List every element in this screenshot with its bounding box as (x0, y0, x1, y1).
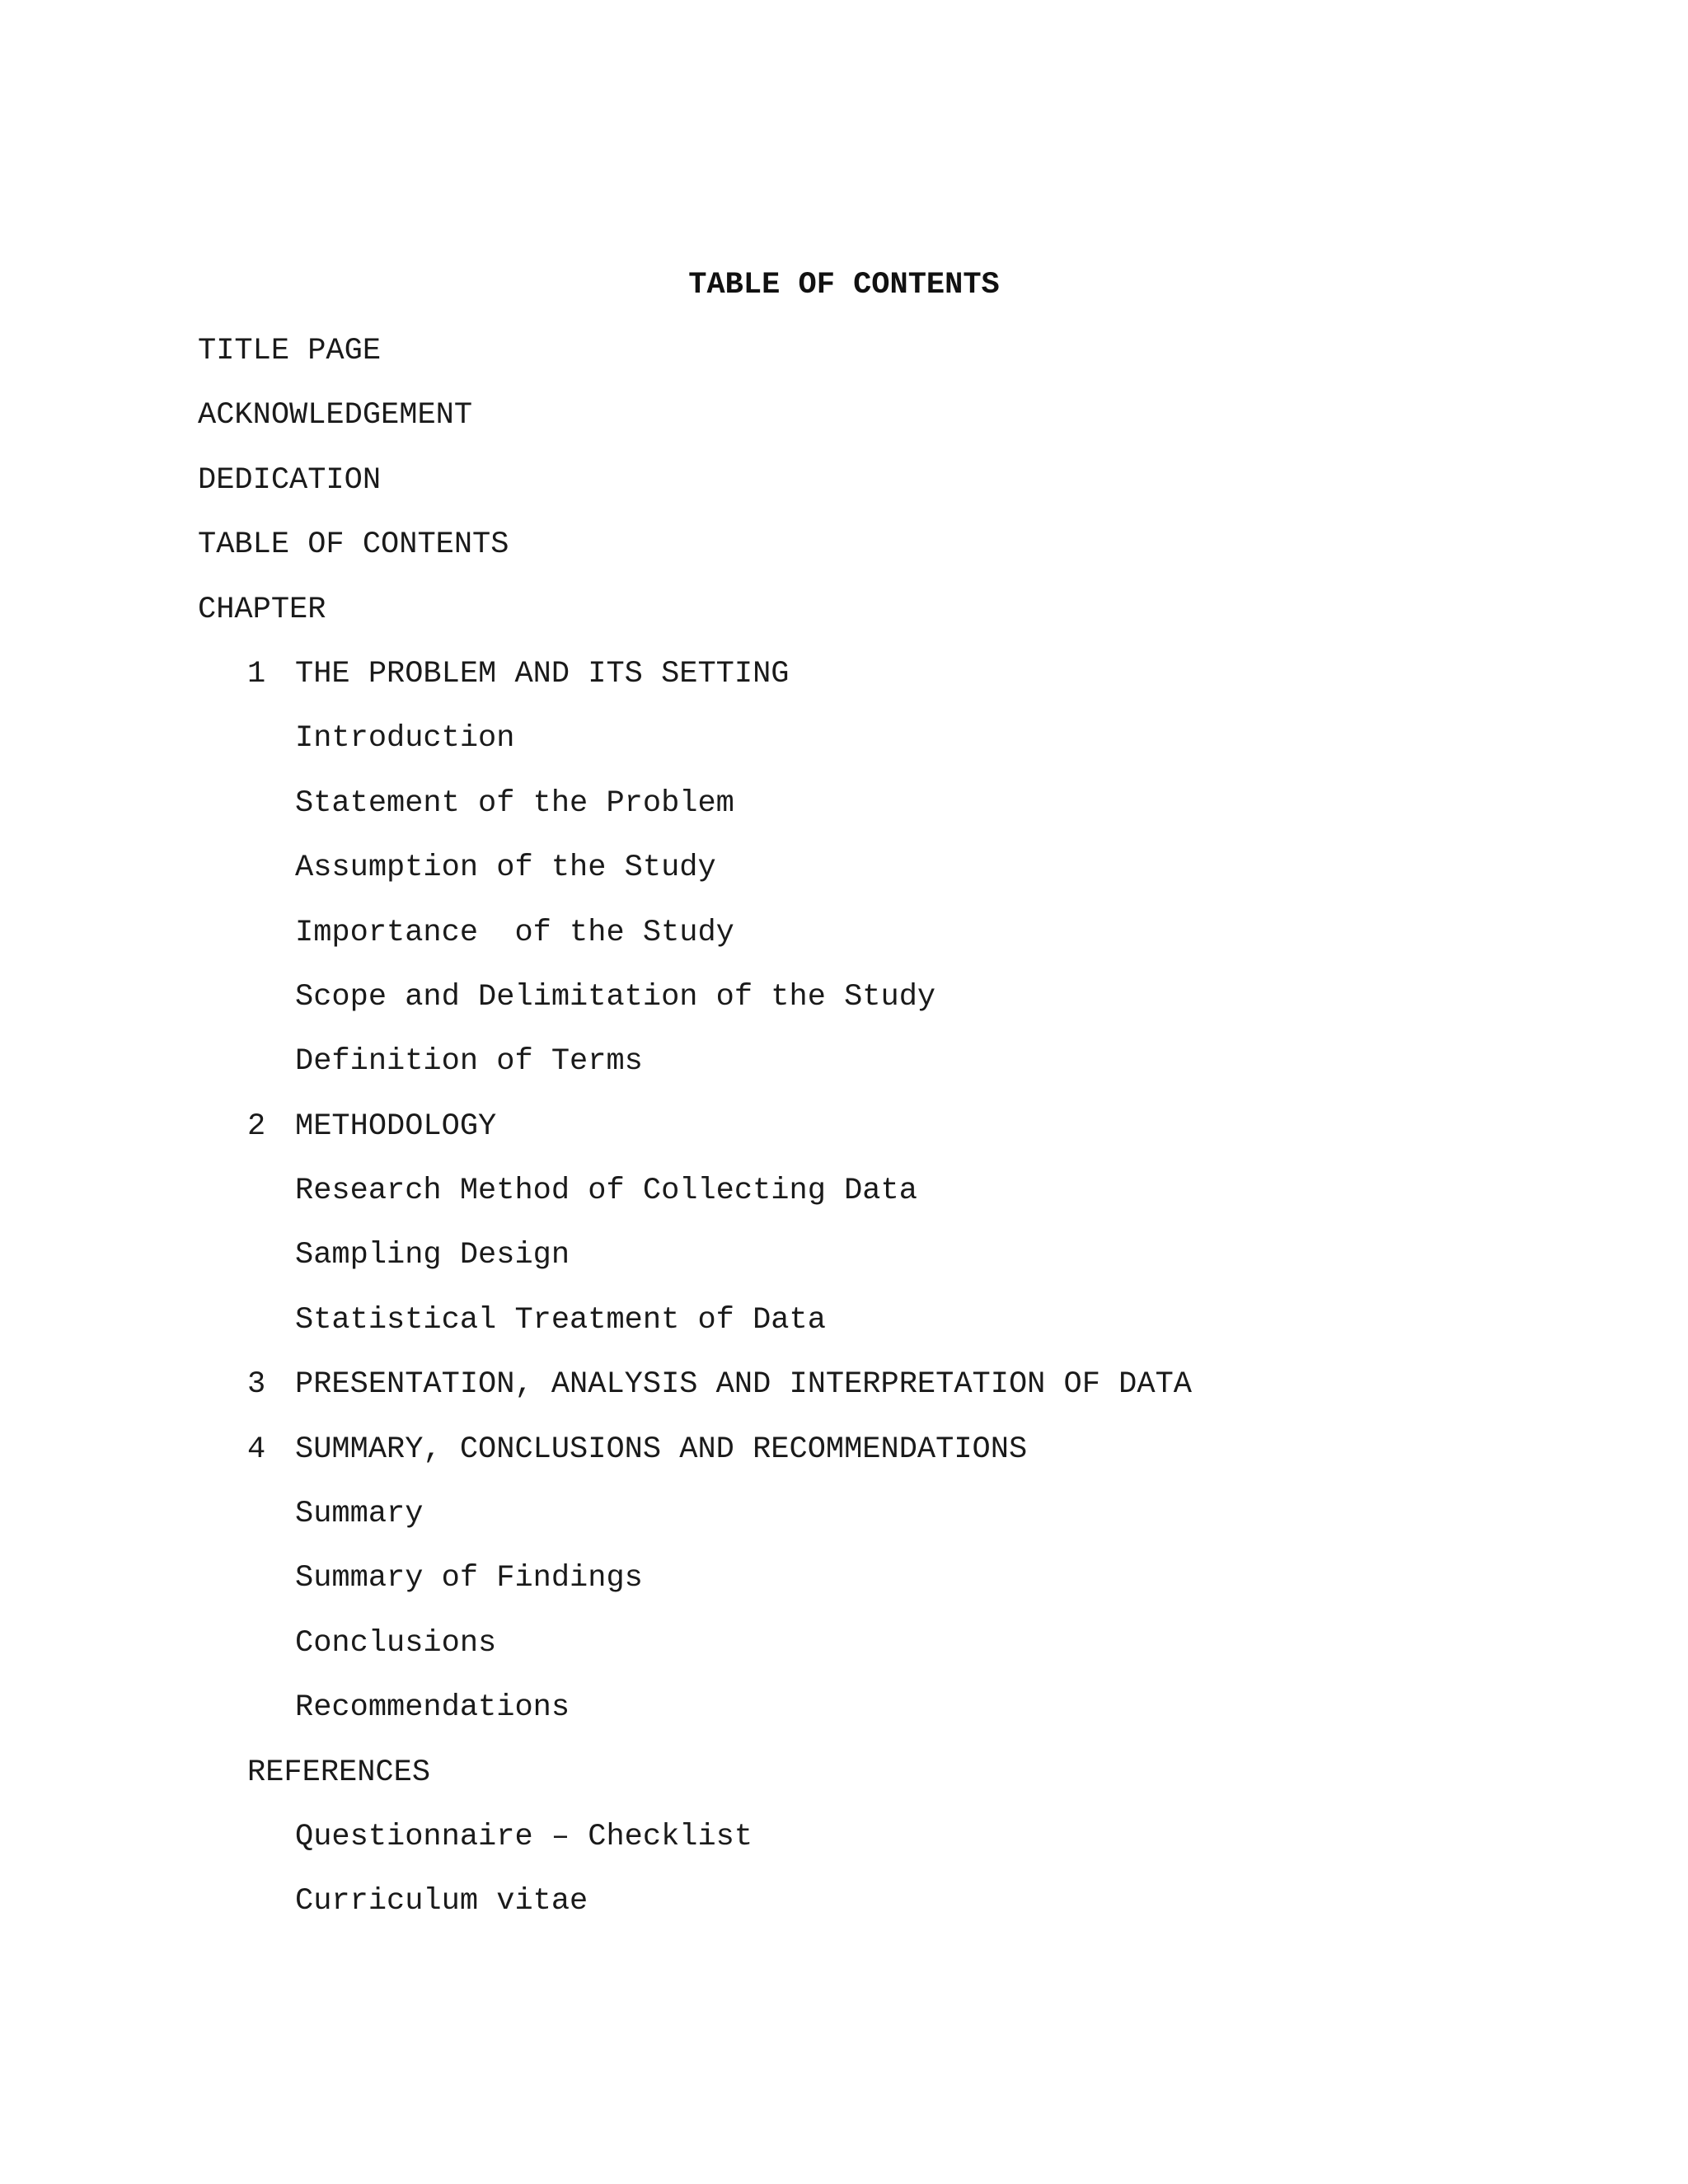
toc-section (0, 848, 1688, 912)
section-title: Statistical Treatment of Data (295, 1302, 826, 1338)
toc-chapter-1 (0, 654, 1688, 719)
section-title: Definition of Terms (295, 1044, 643, 1080)
section-title: Recommendations (295, 1690, 570, 1726)
section-title: Statement of the Problem (295, 785, 734, 821)
toc-section (0, 719, 1688, 783)
toc-section (0, 1624, 1688, 1688)
toc-entry-chapter-heading (0, 590, 1688, 654)
toc-entry-title-page (0, 331, 1688, 396)
chapter-title: METHODOLOGY (295, 1108, 497, 1144)
toc-section (0, 1042, 1688, 1106)
chapter-number: 4 (247, 1432, 266, 1467)
toc-section (0, 784, 1688, 848)
section-title: Summary of Findings (295, 1561, 643, 1596)
section-title: Introduction (295, 721, 515, 757)
toc-entry-label: DEDICATION (198, 462, 382, 498)
toc-entry-label: CHAPTER (198, 592, 326, 627)
toc-entry-acknowledgement (0, 396, 1688, 460)
chapter-number: 3 (247, 1367, 266, 1403)
chapter-title: SUMMARY, CONCLUSIONS AND RECOMMENDATIONS (295, 1432, 1028, 1467)
toc-entry-table-of-contents (0, 525, 1688, 589)
section-title: Assumption of the Study (295, 851, 716, 886)
toc-section (0, 1235, 1688, 1300)
section-title: Research Method of Collecting Data (295, 1174, 917, 1209)
toc-references (0, 1753, 1688, 1817)
toc-chapter-4 (0, 1430, 1688, 1494)
toc-section (0, 1494, 1688, 1558)
chapter-title: PRESENTATION, ANALYSIS AND INTERPRETATION OF DATA (295, 1367, 1192, 1403)
section-title: Importance of the Study (295, 915, 734, 950)
toc-chapter-2 (0, 1107, 1688, 1171)
toc-reference-item (0, 1882, 1688, 1946)
toc-section (0, 1688, 1688, 1752)
section-title: Scope and Delimitation of the Study (295, 979, 936, 1015)
toc-entry-label: ACKNOWLEDGEMENT (198, 398, 473, 434)
toc-section (0, 913, 1688, 977)
references-title: REFERENCES (247, 1755, 431, 1790)
chapter-number: 1 (247, 656, 266, 691)
toc-section (0, 1171, 1688, 1235)
reference-item-title: Questionnaire – Checklist (295, 1819, 753, 1854)
reference-item-title: Curriculum vitae (295, 1884, 588, 1919)
chapter-title: THE PROBLEM AND ITS SETTING (295, 656, 790, 691)
toc-section (0, 1558, 1688, 1623)
toc-entry-dedication (0, 461, 1688, 525)
toc-chapter-3 (0, 1365, 1688, 1429)
table-of-contents (0, 331, 1688, 1947)
toc-section (0, 977, 1688, 1042)
section-title: Summary (295, 1497, 424, 1532)
document-title: TABLE OF CONTENTS (688, 268, 1000, 302)
toc-entry-label: TITLE PAGE (198, 334, 382, 368)
section-title: Conclusions (295, 1625, 497, 1661)
toc-reference-item (0, 1817, 1688, 1882)
chapter-number: 2 (247, 1108, 266, 1144)
section-title: Sampling Design (295, 1238, 570, 1273)
toc-section (0, 1301, 1688, 1365)
toc-entry-label: TABLE OF CONTENTS (198, 527, 509, 563)
